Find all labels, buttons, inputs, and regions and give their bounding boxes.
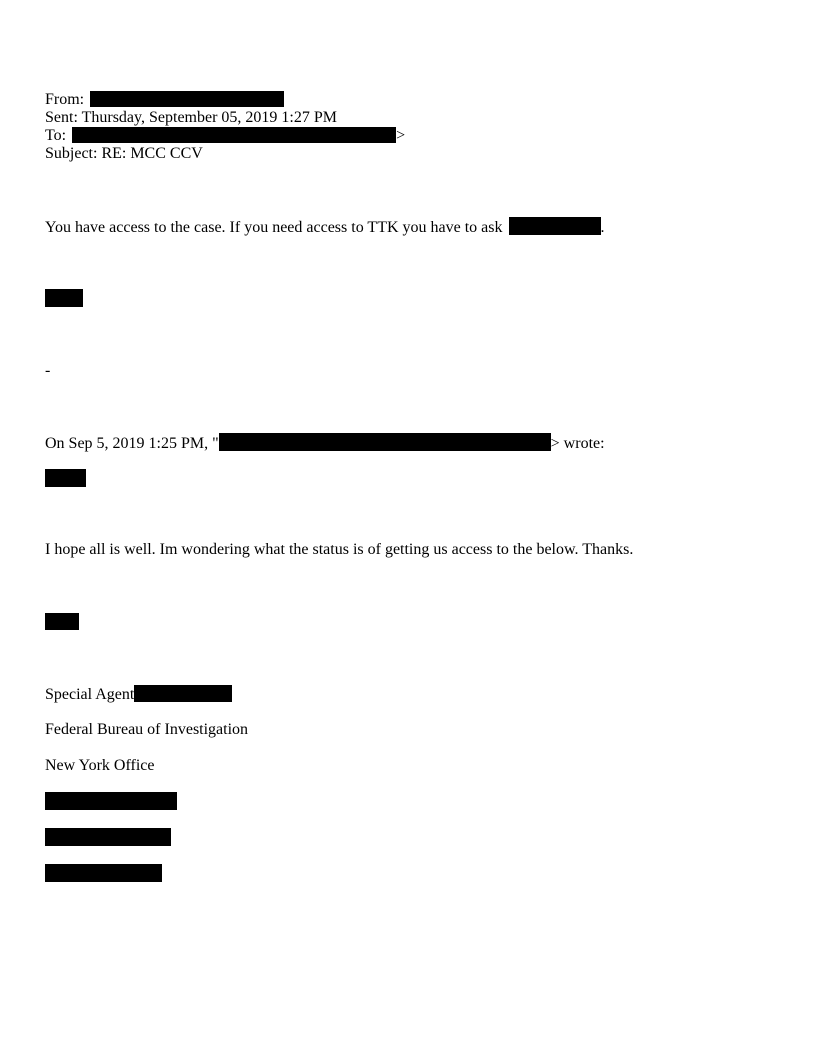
- from-label: From:: [45, 91, 85, 108]
- to-line: [45, 127, 405, 145]
- reply-body-redaction: [509, 217, 601, 235]
- quoted-body: I hope all is well. Im wondering what the status is of getting us access to the below. Thanks.: [45, 541, 634, 558]
- quoted-attribution-prefix: On Sep 5, 2019 1:25 PM, ": [45, 435, 219, 452]
- quoted-attribution-suffix: > wrote:: [550, 435, 605, 452]
- signature-phone-redaction: [45, 792, 177, 810]
- quoted-attribution: [45, 433, 605, 453]
- sent-line: Sent: Thursday, September 05, 2019 1:27 PM: [45, 109, 337, 126]
- from-redaction: [90, 91, 284, 107]
- quoted-greeting-redaction: [45, 469, 86, 487]
- quoted-sender-redaction: [219, 433, 551, 451]
- reply-dash: -: [45, 362, 51, 379]
- signature-org: Federal Bureau of Investigation: [45, 721, 249, 738]
- signature-name-redaction: [134, 685, 232, 702]
- to-label: To:: [45, 127, 67, 144]
- subject-line: Subject: RE: MCC CCV: [45, 145, 203, 162]
- signature-title-line: [45, 685, 232, 704]
- quoted-signoff-redaction: [45, 613, 79, 630]
- signature-cell-redaction: [45, 828, 171, 846]
- to-suffix: >: [396, 127, 406, 144]
- reply-body-text: You have access to the case. If you need access to TTK you have to ask: [45, 219, 503, 236]
- reply-body: [45, 217, 605, 237]
- signature-title: Special Agent: [45, 686, 135, 703]
- from-line: [45, 91, 284, 109]
- signature-email-redaction: [45, 864, 162, 882]
- reply-signature-redaction: [45, 289, 83, 307]
- to-redaction: [72, 127, 396, 143]
- reply-body-end: .: [600, 219, 605, 236]
- signature-office: New York Office: [45, 757, 155, 774]
